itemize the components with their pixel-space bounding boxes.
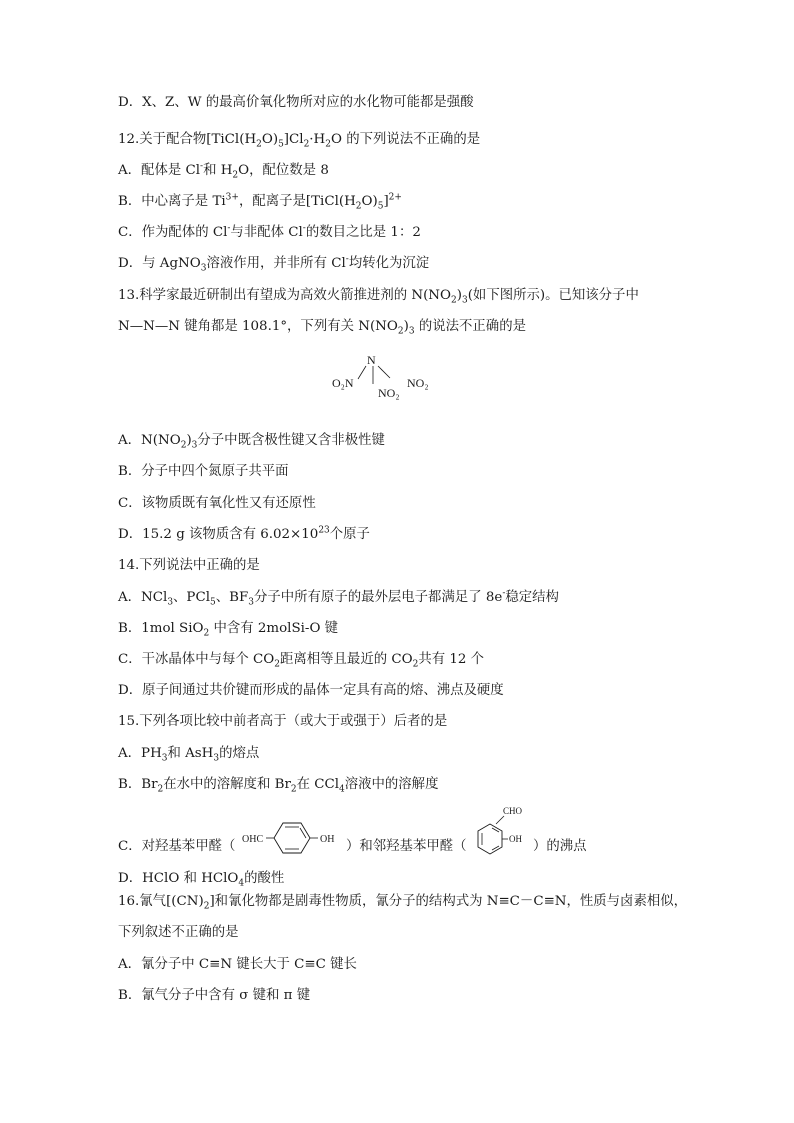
text-run: 在水中的溶解度和 Br <box>163 777 291 792</box>
text-run: 13.科学家最近研制出有望成为高效火箭推进剂的 N(NO <box>118 288 451 303</box>
text-supscript: - <box>502 588 506 599</box>
text-run: 在 CCl <box>296 777 339 792</box>
text-subscript: 2 <box>256 139 262 150</box>
text-subscript: 2 <box>303 139 310 150</box>
text-subscript: 3 <box>213 753 220 764</box>
text-run: 、BF <box>215 590 249 605</box>
text-run: N—N—N 键角都是 108.1°，下列有关 N(NO <box>118 319 398 334</box>
text-run: D．15.2 g 该物质含有 6.02×10 <box>118 527 319 542</box>
text-run: C．该物质既有氧化性又有还原性 <box>118 496 316 511</box>
text-run: ]Cl <box>283 132 304 147</box>
text-run: 的酸性 <box>244 871 285 886</box>
fig-ortho-cho: CHO <box>503 806 523 816</box>
q15-option-d <box>118 870 284 888</box>
text-subscript: 3 <box>191 440 198 451</box>
text-run: C．干冰晶体中与每个 CO <box>118 652 275 667</box>
text-run: 16.氰气[(CN) <box>118 894 204 909</box>
para-hydroxybenzaldehyde-figure <box>240 815 348 859</box>
text-run: ）和邻羟基苯甲醛（ <box>346 839 467 854</box>
text-run: 的熔点 <box>219 746 260 761</box>
text-run: 的数目之比是 1：2 <box>305 225 421 240</box>
text-run: O) <box>361 194 378 209</box>
text-run: 共有 12 个 <box>418 652 485 667</box>
question-16-stem-cont <box>118 924 239 942</box>
text-run: ，配离子是[TiCl(H <box>238 194 356 209</box>
q14-option-d <box>118 682 504 700</box>
text-subscript: 3 <box>161 753 168 764</box>
text-subscript: 2 <box>157 784 164 795</box>
text-subscript: 4 <box>339 784 345 795</box>
q13-option-a <box>118 432 385 450</box>
text-run: ) <box>403 319 409 334</box>
text-run: B．氰气分子中含有 σ 键和 π 键 <box>118 988 311 1003</box>
text-supscript: 3+ <box>225 192 239 203</box>
q13-option-d <box>118 526 370 544</box>
q14-option-b <box>118 620 338 638</box>
text-run: A．NCl <box>118 590 168 605</box>
q15-option-c-part1 <box>118 838 235 856</box>
q16-option-b <box>118 987 310 1005</box>
text-run: D．与 AgNO <box>118 256 201 271</box>
text-run: 15.下列各项比较中前者高于（或大于或强于）后者的是 <box>118 714 448 729</box>
text-run: ·H <box>309 132 326 147</box>
fig-o2n-left: O₂N <box>332 376 354 390</box>
text-supscript: - <box>200 161 204 172</box>
text-run: B．分子中四个氮原子共平面 <box>118 464 289 479</box>
q15-option-c-part3 <box>533 838 587 856</box>
question-13-stem <box>118 287 639 305</box>
text-subscript: 2 <box>412 659 419 670</box>
text-subscript: 2 <box>355 201 362 212</box>
text-run: 和 H <box>203 163 233 178</box>
text-run: D．X、Z、W 的最高价氧化物所对应的水化物可能都是强酸 <box>118 95 474 110</box>
text-run: O) <box>261 132 279 147</box>
text-run: A．N(NO <box>118 433 181 448</box>
text-subscript: 5 <box>377 201 384 212</box>
text-run: 和 AsH <box>167 746 214 761</box>
question-16-stem <box>118 893 687 911</box>
text-run: 溶液中的溶解度 <box>344 777 439 792</box>
text-run: ] <box>383 194 389 209</box>
text-run: B．1mol SiO <box>118 621 204 636</box>
q12-option-b <box>118 193 402 211</box>
text-run: 稳定结构 <box>505 590 559 605</box>
text-run: 的说法不正确的是 <box>414 319 526 334</box>
text-subscript: 2 <box>290 784 297 795</box>
text-run: 分子中所有原子的最外层电子都满足了 8e <box>253 590 503 605</box>
text-run: 距离相等且最近的 CO <box>279 652 413 667</box>
text-run: A．配体是 Cl <box>118 163 201 178</box>
q12-option-d <box>118 255 429 273</box>
text-run: O 的下列说法不正确的是 <box>330 132 481 147</box>
fig-para-oh: OH <box>320 834 335 845</box>
q13-option-c <box>118 495 316 513</box>
q14-option-c <box>118 651 484 669</box>
text-subscript: 2 <box>325 139 331 150</box>
text-run: ）的沸点 <box>533 839 587 854</box>
text-run: C．对羟基苯甲醛（ <box>118 839 236 854</box>
text-run: A．氰分子中 C≡N 键长大于 C≡C 键长 <box>118 957 357 972</box>
text-run: 分子中既含极性键又含非极性键 <box>197 433 385 448</box>
text-supscript: 23 <box>318 525 330 536</box>
text-run: 12.关于配合物[TiCl(H <box>118 132 257 147</box>
text-run: D．HClO 和 HClO <box>118 871 239 886</box>
q16-option-a <box>118 956 357 974</box>
text-subscript: 2 <box>232 170 239 181</box>
text-subscript: 2 <box>451 295 457 306</box>
fig-no2-mid: NO₂ <box>378 386 400 400</box>
text-subscript: 5 <box>278 139 284 150</box>
text-subscript: 3 <box>200 263 207 274</box>
text-run: 中含有 2molSi-O 键 <box>209 621 339 636</box>
text-subscript: 4 <box>238 878 245 889</box>
text-subscript: 2 <box>397 326 404 337</box>
text-run: O，配位数是 8 <box>238 163 329 178</box>
text-run: 与非配体 Cl <box>230 225 303 240</box>
text-run: 14.下列说法中正确的是 <box>118 558 260 573</box>
fig-n-top: N <box>367 353 376 367</box>
text-run: 均转化为沉淀 <box>348 256 430 271</box>
text-subscript: 2 <box>180 440 187 451</box>
q12-option-a <box>118 162 329 180</box>
text-supscript: 2+ <box>388 192 402 203</box>
question-14-stem <box>118 557 260 575</box>
text-subscript: 2 <box>203 901 210 912</box>
question-15-stem <box>118 713 447 731</box>
q15-option-c-part2 <box>346 838 467 856</box>
text-run: 溶液作用，并非所有 Cl <box>206 256 346 271</box>
question-13-stem-cont <box>118 318 526 336</box>
text-subscript: 3 <box>167 597 174 608</box>
text-run: ) <box>456 288 462 303</box>
q15-option-b <box>118 776 438 794</box>
q12-option-c <box>118 224 421 242</box>
question-12-stem <box>118 131 480 149</box>
q13-option-b <box>118 463 289 481</box>
ortho-hydroxybenzaldehyde-figure <box>470 804 530 856</box>
fig-para-ohc: OHC <box>242 834 264 845</box>
text-run: 个原子 <box>329 527 370 542</box>
text-run: D．原子间通过共价键而形成的晶体一定具有高的熔、沸点及硬度 <box>118 683 504 698</box>
text-subscript: 3 <box>461 295 468 306</box>
text-run: 下列叙述不正确的是 <box>118 925 239 940</box>
nno2-structure-figure <box>330 350 440 402</box>
text-run: 、PCl <box>173 590 210 605</box>
text-subscript: 3 <box>408 326 415 337</box>
fig-ortho-oh: OH <box>509 834 522 844</box>
q11-option-d <box>118 94 474 112</box>
fig-no2-right: NO₂ <box>407 376 429 390</box>
text-subscript: 5 <box>209 597 216 608</box>
text-run: ]和氰化物都是剧毒性物质，氰分子的结构式为 N≡C－C≡N，性质与卤素相似， <box>209 894 688 909</box>
text-run: B．Br <box>118 777 158 792</box>
text-supscript: - <box>302 223 306 234</box>
q15-option-a <box>118 745 259 763</box>
text-subscript: 3 <box>248 597 254 608</box>
text-supscript: - <box>345 254 349 265</box>
text-run: (如下图所示)。已知该分子中 <box>467 288 639 303</box>
text-supscript: - <box>227 223 231 234</box>
text-run: C．作为配体的 Cl <box>118 225 228 240</box>
text-run: B．中心离子是 Ti <box>118 194 226 209</box>
text-subscript: 2 <box>274 659 280 670</box>
text-run: A．PH <box>118 746 162 761</box>
text-run: ) <box>186 433 192 448</box>
q14-option-a <box>118 589 559 607</box>
text-subscript: 2 <box>203 628 210 639</box>
